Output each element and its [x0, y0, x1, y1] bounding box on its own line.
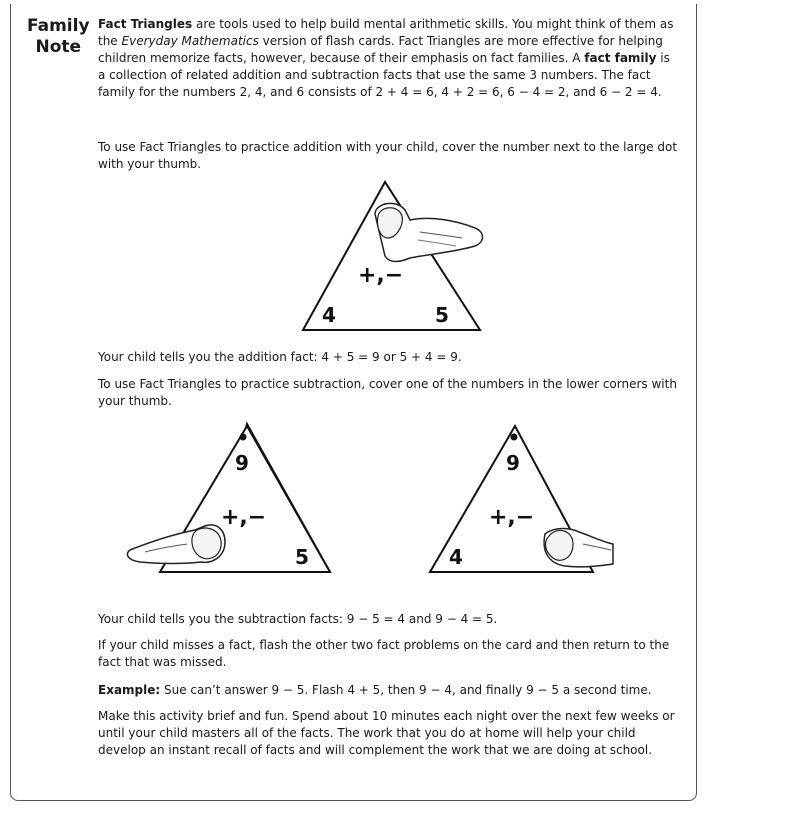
heading-family: Family [27, 16, 90, 36]
subtraction-result: Your child tells you the subtraction facts: 9 − 5 = 4 and 9 − 4 = 5. [98, 612, 498, 626]
corner-number-right: 5 [295, 545, 309, 569]
subtraction-instructions: To use Fact Triangles to practice subtraction, cover one of the numbers in the lower corners with your thumb. [98, 377, 677, 408]
missed-fact-paragraph: If your child misses a fact, flash the other two fact problems on the card and then return to the fact that was missed. [98, 638, 670, 669]
operations-label: +,− [221, 505, 267, 530]
top-number: 9 [235, 451, 249, 475]
thumb-illustration [544, 529, 613, 567]
term-fact-family: fact family [584, 51, 657, 65]
subtraction-triangle-b [415, 418, 615, 578]
operations-label: +,− [489, 505, 535, 530]
term-fact-triangles: Fact Triangles [98, 17, 193, 31]
operations-label: +,− [358, 263, 404, 288]
top-number: 9 [506, 451, 520, 475]
corner-number-left: 4 [449, 545, 463, 569]
addition-result: Your child tells you the addition fact: 4 + 5 = 9 or 5 + 4 = 9. [98, 350, 462, 364]
family-note-heading [27, 16, 90, 58]
closing-paragraph: Make this activity brief and fun. Spend about 10 minutes each night over the next few weeks or until your child masters all of the facts. The work that you do at home will help your child develop an instant recall of facts and will complement the work that we are doing at school. [98, 709, 675, 757]
intro-paragraph: Fact Triangles are tools used to help build mental arithmetic skills. You might think of them as the Everyday Mathematics version of flash cards. Fact Triangles are more effective for helping children memorize facts, however, because of their emphasis on fact families. A fact family is a collection of related addition and subtraction facts that use the same 3 numbers. The fact family for the numbers 2, 4, and 6 consists of 2 + 4 = 6, 4 + 2 = 6, 6 − 4 = 2, and 6 − 2 = 4. [98, 17, 674, 99]
corner-number-left: 4 [322, 303, 336, 327]
program-name: Everyday Mathematics [121, 34, 259, 48]
thumb-illustration [127, 525, 225, 564]
corner-number-right: 5 [435, 303, 449, 327]
large-dot [240, 434, 247, 441]
addition-fact-triangle [290, 176, 490, 336]
example-label: Example: [98, 683, 161, 697]
subtraction-triangle-a [125, 418, 335, 578]
example-paragraph: Example: Sue can’t answer 9 − 5. Flash 4 + 5, then 9 − 4, and finally 9 − 5 a second time. [98, 683, 652, 697]
heading-note: Note [35, 37, 82, 57]
large-dot [511, 434, 518, 441]
thumb-illustration [375, 203, 483, 261]
addition-instructions: To use Fact Triangles to practice addition with your child, cover the number next to the large dot with your thumb. [98, 140, 678, 171]
